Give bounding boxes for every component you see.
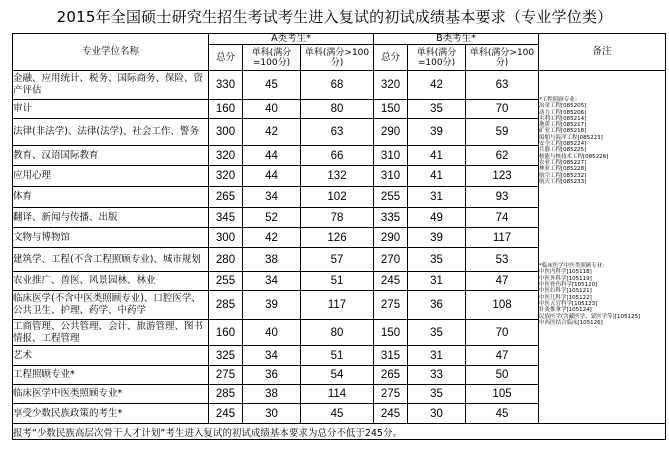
- tcm-remark-item: 中医儿科学[105122]: [539, 294, 592, 301]
- engineering-remark-item: 船舶与海洋工程[085223]: [539, 134, 603, 141]
- engineering-remark-item: 冶金工程[085205]: [539, 103, 587, 110]
- score-cell: 36: [408, 291, 466, 320]
- score-cell: 280: [209, 248, 243, 272]
- score-cell: 70: [466, 320, 539, 346]
- tcm-remark-item: 中医五官科学[105123]: [539, 300, 598, 307]
- major-name-cell: 农业推广、兽医、风景园林、林业: [13, 272, 209, 291]
- score-cell: 57: [301, 248, 374, 272]
- score-cell: 59: [466, 119, 539, 146]
- major-name-cell: 教育、汉语国际教育: [13, 146, 209, 166]
- score-cell: 285: [209, 291, 243, 320]
- score-cell: 42: [408, 71, 466, 100]
- major-name-cell: 工程照顾专业*: [13, 366, 209, 385]
- score-cell: 34: [243, 346, 301, 366]
- tcm-remark-item: 民族医学(含藏医学、蒙医学等)[105125]: [539, 313, 641, 320]
- engineering-remark-item: 动力工程[085206]: [539, 109, 587, 116]
- tcm-remark-title: *临床医学中医类照顾专业：: [539, 263, 608, 270]
- remarks-cell: [539, 71, 666, 424]
- a-group-header: A类考生*: [209, 34, 374, 45]
- score-cell: 320: [209, 146, 243, 166]
- score-cell: 36: [243, 366, 301, 385]
- major-name-cell: 法律(非法学)、法律(法学)、社会工作、警务: [13, 119, 209, 146]
- major-name-cell: 应用心理: [13, 166, 209, 187]
- score-cell: 150: [374, 320, 408, 346]
- score-cell: 300: [209, 119, 243, 146]
- score-cell: 255: [374, 187, 408, 208]
- score-cell: 40: [243, 320, 301, 346]
- score-cell: 31: [408, 346, 466, 366]
- score-cell: 45: [466, 404, 539, 424]
- score-cell: 126: [301, 228, 374, 248]
- score-cell: 114: [301, 385, 374, 404]
- b-sub1-header: 单科(满分=100分): [408, 45, 466, 71]
- score-cell: 50: [466, 366, 539, 385]
- score-cell: 51: [301, 272, 374, 291]
- page-title: 2015年全国硕士研究生招生考试考生进入复试的初试成绩基本要求（专业学位类）: [56, 8, 613, 26]
- score-cell: 150: [374, 100, 408, 119]
- major-name-cell: 文物与博物馆: [13, 228, 209, 248]
- score-cell: 39: [243, 291, 301, 320]
- score-cell: 42: [243, 228, 301, 248]
- score-cell: 40: [243, 100, 301, 119]
- score-cell: 320: [209, 166, 243, 187]
- score-cell: 285: [209, 385, 243, 404]
- score-cell: 160: [209, 100, 243, 119]
- score-cell: 44: [243, 146, 301, 166]
- score-cell: 38: [243, 248, 301, 272]
- score-cell: 31: [408, 187, 466, 208]
- score-cell: 245: [374, 404, 408, 424]
- score-cell: 105: [466, 385, 539, 404]
- score-cell: 315: [374, 346, 408, 366]
- score-cell: 34: [243, 187, 301, 208]
- score-cell: 30: [243, 404, 301, 424]
- score-cell: 53: [466, 248, 539, 272]
- score-cell: 70: [466, 100, 539, 119]
- score-cell: 47: [466, 346, 539, 366]
- score-cell: 117: [466, 228, 539, 248]
- score-cell: 35: [408, 100, 466, 119]
- score-cell: 320: [374, 71, 408, 100]
- engineering-remark-item: 水利工程[085214]: [539, 115, 587, 122]
- major-name-cell: 建筑学、工程(不含工程照顾专业)、城市规划: [13, 248, 209, 272]
- major-name-cell: 享受少数民族政策的考生*: [13, 404, 209, 424]
- score-cell: 275: [209, 366, 243, 385]
- a-sub2-header: 单科(满分>100分): [301, 45, 374, 71]
- score-cell: 54: [301, 366, 374, 385]
- score-cell: 275: [374, 291, 408, 320]
- major-name-cell: 审计: [13, 100, 209, 119]
- score-cell: 245: [374, 272, 408, 291]
- score-cell: 335: [374, 208, 408, 228]
- tcm-remark-item: 中西医结合临床[105126]: [539, 319, 603, 326]
- b-total-header: 总分: [374, 45, 408, 71]
- major-name-cell: 工商管理、公共管理、会计、旅游管理、图书情报、工程管理: [13, 320, 209, 346]
- tcm-remark-item: 中医内科学[105118]: [539, 269, 592, 276]
- score-cell: 123: [466, 166, 539, 187]
- score-cell: 35: [408, 320, 466, 346]
- score-cell: 132: [301, 166, 374, 187]
- score-cell: 35: [408, 385, 466, 404]
- score-cell: 265: [374, 366, 408, 385]
- score-cell: 45: [243, 71, 301, 100]
- score-cell: 78: [301, 208, 374, 228]
- score-cell: 31: [408, 272, 466, 291]
- engineering-remark-item: 安全工程[085224]: [539, 141, 587, 148]
- tcm-remark-item: 中医外科学[105119]: [539, 275, 592, 282]
- score-cell: 34: [243, 272, 301, 291]
- score-cell: 80: [301, 320, 374, 346]
- score-cell: 51: [301, 346, 374, 366]
- major-name-cell: 艺术: [13, 346, 209, 366]
- engineering-remark-item: 航天工程[085233]: [539, 178, 587, 185]
- engineering-remark-item: 地质工程[085217]: [539, 122, 587, 129]
- score-cell: 47: [466, 272, 539, 291]
- score-cell: 68: [301, 71, 374, 100]
- engineering-remark-item: 核能与核技术工程[085226]: [539, 153, 609, 160]
- score-cell: 41: [408, 166, 466, 187]
- score-cell: 255: [209, 272, 243, 291]
- score-cell: 245: [209, 404, 243, 424]
- score-cell: 39: [408, 119, 466, 146]
- major-name-cell: 临床医学(不含中医类照顾专业)、口腔医学、公共卫生、护理、药学、中药学: [13, 291, 209, 320]
- engineering-remark-item: 农业工程[085227]: [539, 159, 587, 166]
- score-cell: 330: [209, 71, 243, 100]
- score-cell: 45: [301, 404, 374, 424]
- engineering-remark-item: 兵器工程[085225]: [539, 147, 587, 154]
- score-cell: 63: [301, 119, 374, 146]
- score-cell: 42: [243, 119, 301, 146]
- score-cell: 52: [243, 208, 301, 228]
- score-cell: 93: [466, 187, 539, 208]
- major-header: 专业学位名称: [13, 34, 209, 71]
- engineering-remark-title: *工程照顾专业：: [539, 97, 581, 103]
- major-name-cell: 翻译、新闻与传播、出版: [13, 208, 209, 228]
- score-cell: 310: [374, 146, 408, 166]
- score-cell: 63: [466, 71, 539, 100]
- score-cell: 300: [209, 228, 243, 248]
- table-row: [13, 71, 666, 100]
- score-cell: 62: [466, 146, 539, 166]
- score-cell: 33: [408, 366, 466, 385]
- score-cell: 265: [209, 187, 243, 208]
- major-name-cell: 金融、应用统计、税务、国际商务、保险、资产评估: [13, 71, 209, 100]
- a-total-header: 总分: [209, 45, 243, 71]
- engineering-remark-item: 航空工程[085232]: [539, 172, 587, 179]
- score-cell: 290: [374, 119, 408, 146]
- score-cell: 108: [466, 291, 539, 320]
- remark-header: 备注: [539, 34, 666, 71]
- score-cell: 41: [408, 146, 466, 166]
- score-cell: 66: [301, 146, 374, 166]
- score-cell: 74: [466, 208, 539, 228]
- score-cell: 44: [243, 166, 301, 187]
- a-sub1-header: 单科(满分=100分): [243, 45, 301, 71]
- tcm-remark-item: 针灸推拿学[105124]: [539, 307, 592, 314]
- score-cell: 38: [243, 385, 301, 404]
- score-cell: 80: [301, 100, 374, 119]
- score-cell: 275: [374, 385, 408, 404]
- score-cell: 345: [209, 208, 243, 228]
- score-cell: 160: [209, 320, 243, 346]
- footnote-row: [13, 424, 666, 440]
- score-cell: 310: [374, 166, 408, 187]
- b-group-header: B类考生*: [374, 34, 539, 45]
- score-cell: 35: [408, 248, 466, 272]
- tcm-remark-item: 中医骨伤科学[105120]: [539, 282, 598, 289]
- score-cell: 102: [301, 187, 374, 208]
- score-cell: 30: [408, 404, 466, 424]
- score-cell: 270: [374, 248, 408, 272]
- engineering-remark-item: 林业工程[085228]: [539, 166, 587, 173]
- score-cell: 49: [408, 208, 466, 228]
- score-cell: 290: [374, 228, 408, 248]
- score-cell: 117: [301, 291, 374, 320]
- engineering-remark-item: 矿业工程[085218]: [539, 128, 587, 135]
- b-sub2-header: 单科(满分>100分): [466, 45, 539, 71]
- footnote: 报考“少数民族高层次骨干人才计划”考生进入复试的初试成绩基本要求为总分不低于245分。: [13, 424, 666, 440]
- score-table: [12, 33, 666, 440]
- tcm-remark-item: 中医妇科学[105121]: [539, 288, 592, 295]
- major-name-cell: 体育: [13, 187, 209, 208]
- score-cell: 39: [408, 228, 466, 248]
- score-cell: 325: [209, 346, 243, 366]
- major-name-cell: 临床医学中医类照顾专业*: [13, 385, 209, 404]
